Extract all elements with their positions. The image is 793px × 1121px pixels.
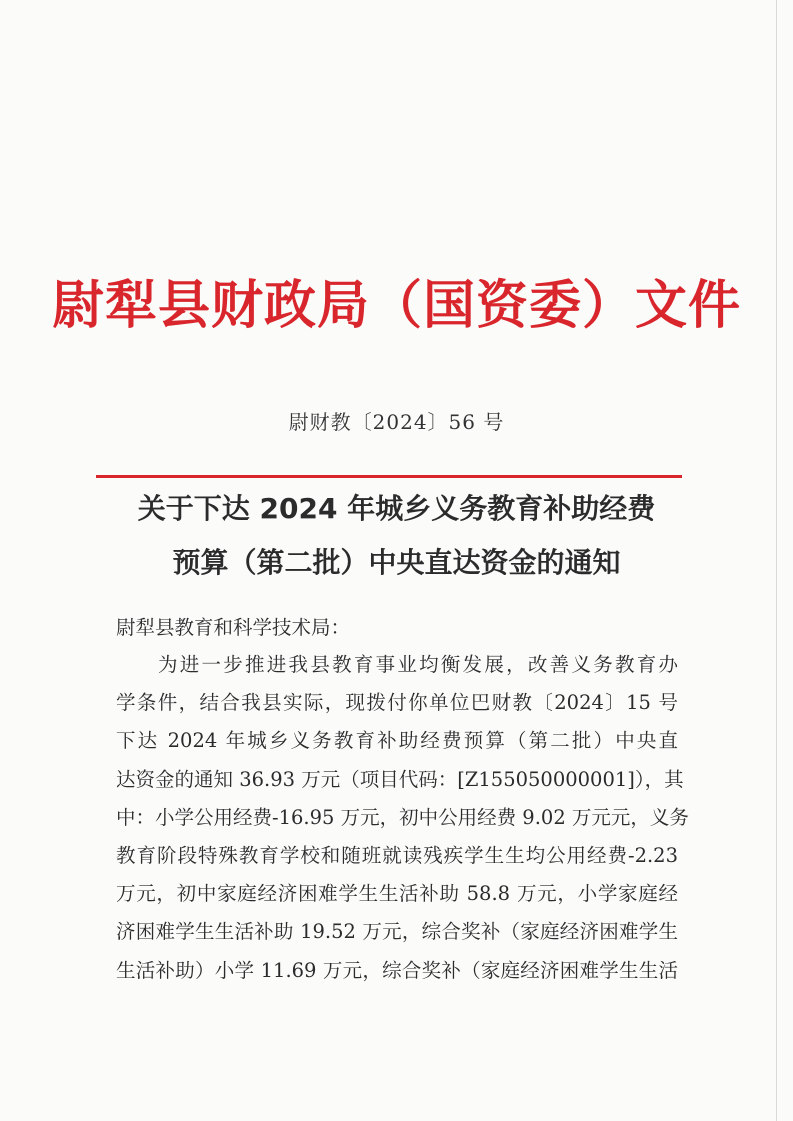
red-divider-line — [96, 475, 682, 478]
body-paragraph — [116, 646, 689, 990]
body-line: 生活补助）小学 11.69 万元，综合奖补（家庭经济困难学生生活 — [116, 958, 678, 982]
agency-masthead: 尉犁县财政局（国资委）文件 — [51, 276, 741, 336]
body-line: 学条件，结合我县实际，现拨付你单位巴财教〔2024〕15 号 — [116, 691, 678, 715]
body-line: 为进一步推进我县教育事业均衡发展，改善义务教育办 — [158, 653, 678, 676]
body-line: 中：小学公用经费-16.95 万元，初中公用经费 9.02 万元元，义务 — [116, 805, 689, 829]
addressee: 尉犁县教育和科学技术局： — [116, 616, 351, 639]
notice-title — [0, 484, 793, 588]
document-number: 尉财教〔2024〕56 号 — [288, 410, 505, 434]
notice-title-line-2: 预算（第二批）中央直达资金的通知 — [172, 546, 621, 579]
notice-title-line-1: 关于下达 2024 年城乡义务教育补助经费 — [137, 492, 656, 525]
body-line: 济困难学生生活补助 19.52 万元，综合奖补（家庭经济困难学生 — [116, 920, 678, 944]
body-line: 达资金的通知 36.93 万元（项目代码：[Z155050000001]），其 — [116, 767, 684, 791]
body-line: 下达 2024 年城乡义务教育补助经费预算（第二批）中央直 — [116, 729, 678, 753]
body-line: 万元，初中家庭经济困难学生生活补助 58.8 万元，小学家庭经 — [116, 882, 678, 906]
body-line: 教育阶段特殊教育学校和随班就读残疾学生生均公用经费-2.23 — [116, 844, 678, 868]
